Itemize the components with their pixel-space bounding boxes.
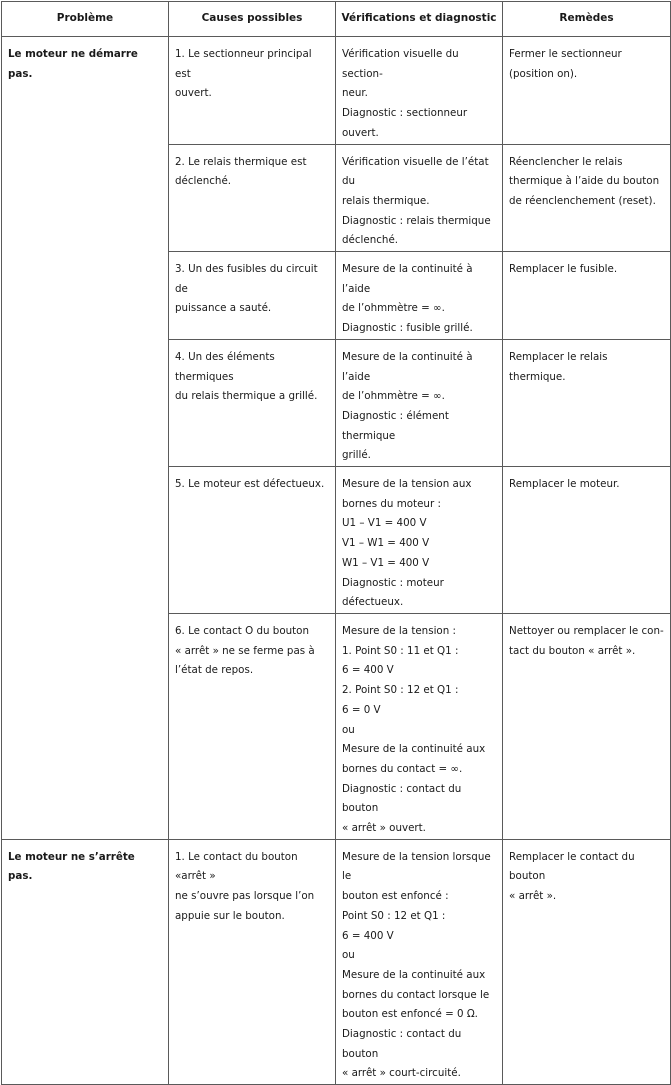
cause-cell: 1. Le contact du bouton «arrêt » ne s’ouvre pas lorsque l’on appuie sur le bouton. — [169, 839, 336, 1084]
header-probleme: Problème — [2, 2, 169, 37]
header-row — [2, 2, 671, 37]
problem-cell-no-start: Le moteur ne démarre pas. — [2, 37, 169, 840]
problem-cell-no-stop: Le moteur ne s’arrête pas. — [2, 839, 169, 1084]
cause-cell: 2. Le relais thermique est déclenché. — [169, 144, 336, 252]
header-causes: Causes possibles — [169, 2, 336, 37]
verification-cell: Mesure de la tension : 1. Point S0 : 11 et Q1 : 6 = 400 V 2. Point S0 : 12 et Q1 : 6 = 0 V ou Mesure de la continuité aux bornes du contact = ∞. Diagnostic : contact du bouton « arrêt » ouvert. — [336, 613, 503, 839]
remedy-cell: Remplacer le moteur. — [503, 467, 671, 614]
remedy-cell: Remplacer le relais thermique. — [503, 339, 671, 466]
verification-cell: Vérification visuelle du section- neur. Diagnostic : sectionneur ouvert. — [336, 37, 503, 145]
cause-cell: 4. Un des éléments thermiques du relais thermique a grillé. — [169, 339, 336, 466]
header-remedes: Remèdes — [503, 2, 671, 37]
remedy-cell: Réenclencher le relais thermique à l’aide du bouton de réenclenchement (reset). — [503, 144, 671, 252]
verification-cell: Mesure de la continuité à l’aide de l’ohmmètre = ∞. Diagnostic : élément thermique grillé. — [336, 339, 503, 466]
troubleshooting-table — [1, 1, 671, 1085]
remedy-cell: Fermer le sectionneur (position on). — [503, 37, 671, 145]
verification-cell: Vérification visuelle de l’état du relais thermique. Diagnostic : relais thermique déclenché. — [336, 144, 503, 252]
remedy-cell: Nettoyer ou remplacer le con- tact du bouton « arrêt ». — [503, 613, 671, 839]
cause-cell: 3. Un des fusibles du circuit de puissance a sauté. — [169, 252, 336, 340]
verification-cell: Mesure de la tension aux bornes du moteur : U1 – V1 = 400 V V1 – W1 = 400 V W1 – V1 = 400 V Diagnostic : moteur défectueux. — [336, 467, 503, 614]
cause-cell: 1. Le sectionneur principal est ouvert. — [169, 37, 336, 145]
remedy-cell: Remplacer le contact du bouton « arrêt ». — [503, 839, 671, 1084]
cause-cell: 5. Le moteur est défectueux. — [169, 467, 336, 614]
table-row — [2, 839, 671, 1084]
header-verifications: Vérifications et diagnostic — [336, 2, 503, 37]
table-row — [2, 37, 671, 145]
verification-cell: Mesure de la continuité à l’aide de l’ohmmètre = ∞. Diagnostic : fusible grillé. — [336, 252, 503, 340]
remedy-cell: Remplacer le fusible. — [503, 252, 671, 340]
verification-cell: Mesure de la tension lorsque le bouton est enfoncé : Point S0 : 12 et Q1 : 6 = 400 V ou Mesure de la continuité aux bornes du contact lorsque le bouton est enfoncé = 0 Ω. Diagnostic : contact du bouton « arrêt » court-circuité. — [336, 839, 503, 1084]
cause-cell: 6. Le contact O du bouton « arrêt » ne se ferme pas à l’état de repos. — [169, 613, 336, 839]
